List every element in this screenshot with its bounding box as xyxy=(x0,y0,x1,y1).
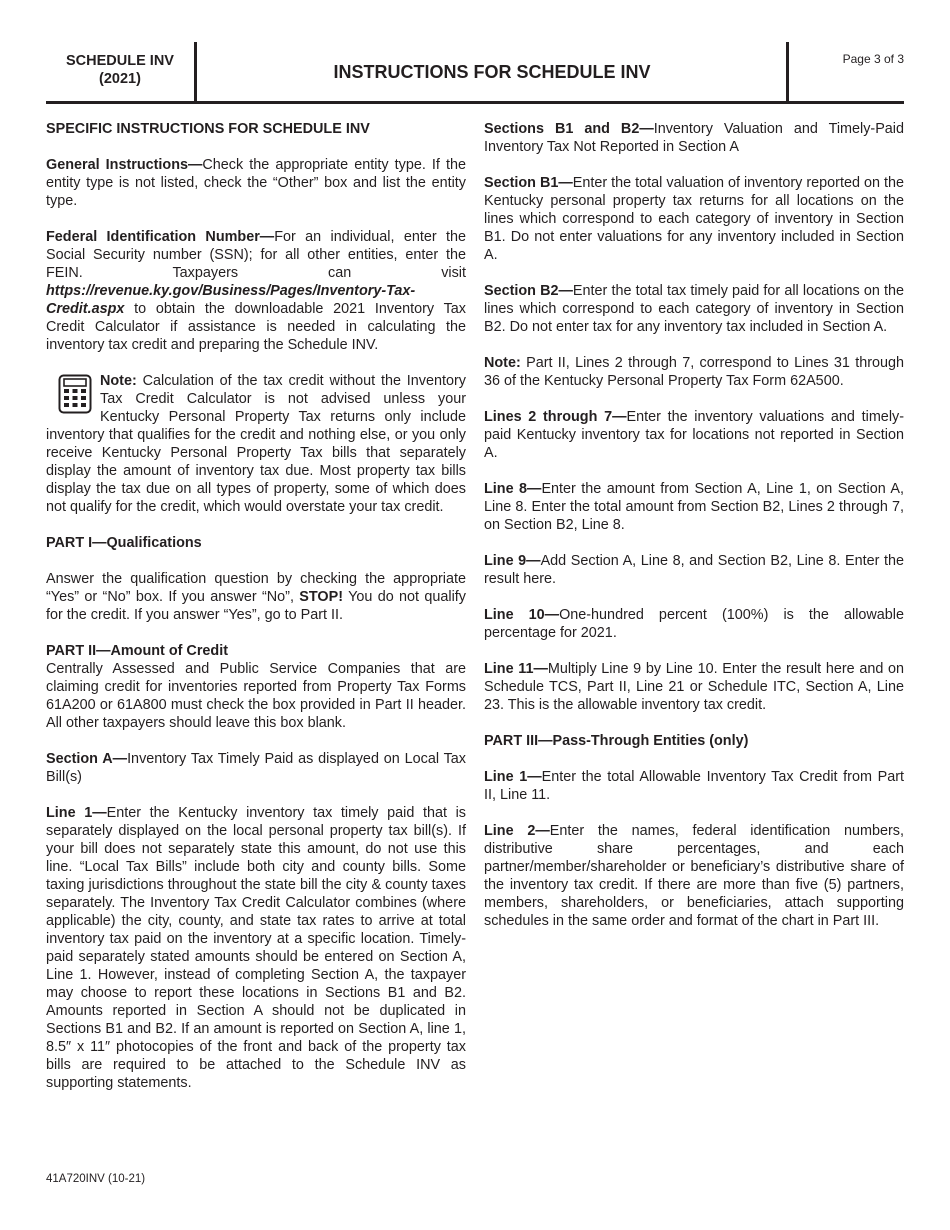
line11 xyxy=(484,660,904,714)
section-b2-label: Section B2— xyxy=(484,283,573,299)
lines-2-7-label: Lines 2 through 7— xyxy=(484,409,627,425)
lines-note-text: Part II, Lines 2 through 7, correspond to Lines 31 through 36 of the Kentucky Personal Property Tax Form 62A500. xyxy=(484,355,904,389)
left-column xyxy=(46,120,466,1092)
line10 xyxy=(484,606,904,642)
sections-b1-b2 xyxy=(484,120,904,156)
section-a-text: Inventory Tax Timely Paid as displayed on Local Tax Bill(s) xyxy=(46,751,466,785)
line9-text: Add Section A, Line 8, and Section B2, Line 8. Enter the result here. xyxy=(484,553,904,587)
line10-label: Line 10— xyxy=(484,607,560,623)
fein-label: Federal Identification Number— xyxy=(46,229,275,245)
part2-heading: PART II—Amount of Credit xyxy=(46,643,228,659)
part2-text: Centrally Assessed and Public Service Companies that are claiming credit for inventories reported from Property Tax Forms 61A200 or 61A800 must check the box provided in Part II header. All other taxpayers should leave this box blank. xyxy=(46,661,466,731)
form-number: 41A720INV (10-21) xyxy=(46,1173,146,1185)
sections-b1-b2-text: Inventory Valuation and Timely-Paid Inventory Tax Not Reported in Section A xyxy=(484,121,904,155)
fein-text: For an individual, enter the Social Security number (SSN); for all other entities, enter the FEIN. Taxpayers can visit xyxy=(46,229,466,281)
section-b1 xyxy=(484,174,904,264)
general-instructions xyxy=(46,156,466,210)
line8-label: Line 8— xyxy=(484,481,542,497)
note-label: Note: xyxy=(100,373,137,389)
part3-heading: PART III—Pass-Through Entities (only) xyxy=(484,733,749,749)
line1-text: Enter the Kentucky inventory tax timely paid that is separately displayed on the local personal property tax bill(s). If your bill does not separately state this amount, do not use this line. “Local Tax Bills” include both city and county bills. Some taxing jurisdictions throughout the state bill the city & county taxes separately. The Inventory Tax Credit Calculator combines (where applicable) the city, county, and state tax rates to arrive at total inventory tax paid on the inventory at a specific location. Timely-paid separately stated amounts should be entered on Section A, Line 1. However, instead of completing Section A, the taxpayer may choose to report these locations in Sections B1 and B2. Amounts reported in Section A should not be duplicated in Sections B1 and B2. If an amount is reported on Section A, line 1, 8.5″ x 11″ photocopies of the front and back of the property tax bills are required to be attached to the Schedule INV as supporting statements. xyxy=(46,805,466,1091)
calculator-note xyxy=(46,372,466,516)
schedule-id xyxy=(46,52,194,88)
part1-text-a: Answer the qualification question by checking the appropriate “Yes” or “No” box. If you answer “No”, xyxy=(46,571,466,605)
general-instructions-text: Check the appropriate entity type. If the entity type is not listed, check the “Other” box and list the entity type. xyxy=(46,157,466,209)
header-divider-right xyxy=(786,42,789,104)
section-a-label: Section A— xyxy=(46,751,128,767)
line8 xyxy=(484,480,904,534)
stop-label: STOP! xyxy=(299,589,344,605)
section-b2-text: Enter the total tax timely paid for all locations on the lines which correspond to each category of inventory in Section B2. Do not enter tax for any inventory tax included in Section A. xyxy=(484,283,904,335)
section-b2 xyxy=(484,282,904,336)
lines-note xyxy=(484,354,904,390)
part1-text xyxy=(46,570,466,624)
lines-2-7-text: Enter the inventory valuations and timely-paid Kentucky inventory tax for locations not reported in Section A. xyxy=(484,409,904,461)
line11-text: Multiply Line 9 by Line 10. Enter the result here and on Schedule TCS, Part II, Line 21 or Schedule ITC, Section A, Line 23. This is the allowable inventory tax credit. xyxy=(484,661,904,713)
line1-label: Line 1— xyxy=(46,805,107,821)
lines-note-label: Note: xyxy=(484,355,521,371)
page-number: Page 3 of 3 xyxy=(842,52,904,66)
fein-instructions xyxy=(46,228,466,354)
general-instructions-label: General Instructions— xyxy=(46,157,203,173)
lines-2-7 xyxy=(484,408,904,462)
part1-text-b: You do not qualify for the credit. If you answer “Yes”, go to Part II. xyxy=(46,589,466,623)
section-b1-text: Enter the total valuation of inventory reported on the Kentucky personal property tax returns for all locations on the lines which correspond to each category of inventory in Section B1. Do not enter valuations for any inventory included in Section A. xyxy=(484,175,904,263)
line1-instructions xyxy=(46,804,466,1092)
header-rule xyxy=(46,101,904,104)
line9 xyxy=(484,552,904,588)
part3-line1-text: Enter the total Allowable Inventory Tax Credit from Part II, Line 11. xyxy=(484,769,904,803)
revenue-link[interactable]: https://revenue.ky.gov/Business/Pages/Inventory-Tax-Credit.aspx xyxy=(46,283,416,317)
part3-line2-label: Line 2— xyxy=(484,823,550,839)
part1-heading: PART I—Qualifications xyxy=(46,535,202,551)
section-b1-label: Section B1— xyxy=(484,175,573,191)
line9-label: Line 9— xyxy=(484,553,541,569)
calculator-icon xyxy=(58,374,92,414)
note-text: Calculation of the tax credit without the Inventory Tax Credit Calculator is not advised unless your Kentucky Personal Property Tax returns only include inventory that qualifies for the credit and nothing else, or you only receive Kentucky Personal Property Tax bills that separately display the amount of inventory tax due. Most property tax bills display the tax due on all types of property, some of which does not qualify for the credit, which would overstate your tax credit. xyxy=(46,373,466,515)
schedule-name: SCHEDULE INV xyxy=(66,53,174,69)
specific-instructions-heading: SPECIFIC INSTRUCTIONS FOR SCHEDULE INV xyxy=(46,121,370,137)
line8-text: Enter the amount from Section A, Line 1, on Section A, Line 8. Enter the total amount from Section B2, Lines 2 through 7, on Section B2, Line 8. xyxy=(484,481,904,533)
fein-text-cont: to obtain the downloadable 2021 Inventory Tax Credit Calculator if assistance is needed in calculating the inventory tax credit and preparing the Schedule INV. xyxy=(46,301,466,353)
header-divider-left xyxy=(194,42,197,104)
line11-label: Line 11— xyxy=(484,661,548,677)
part3-line1-label: Line 1— xyxy=(484,769,542,785)
right-column xyxy=(484,120,904,930)
part3-line1 xyxy=(484,768,904,804)
part3-line2 xyxy=(484,822,904,930)
line10-text: One-hundred percent (100%) is the allowable percentage for 2021. xyxy=(484,607,904,641)
page-title: INSTRUCTIONS FOR SCHEDULE INV xyxy=(333,62,651,82)
part3-line2-text: Enter the names, federal identification numbers, distributive share percentages, and each partner/member/shareholder or beneficiary’s distributive share of the inventory tax credit. If there are more than five (5) partners, members, shareholders, or beneficiaries, attach supporting schedules in the same order and format of the chart in Part III. xyxy=(484,823,904,929)
page-header xyxy=(46,40,904,102)
section-a xyxy=(46,750,466,786)
schedule-year: (2021) xyxy=(99,71,141,87)
sections-b1-b2-label: Sections B1 and B2— xyxy=(484,121,654,137)
